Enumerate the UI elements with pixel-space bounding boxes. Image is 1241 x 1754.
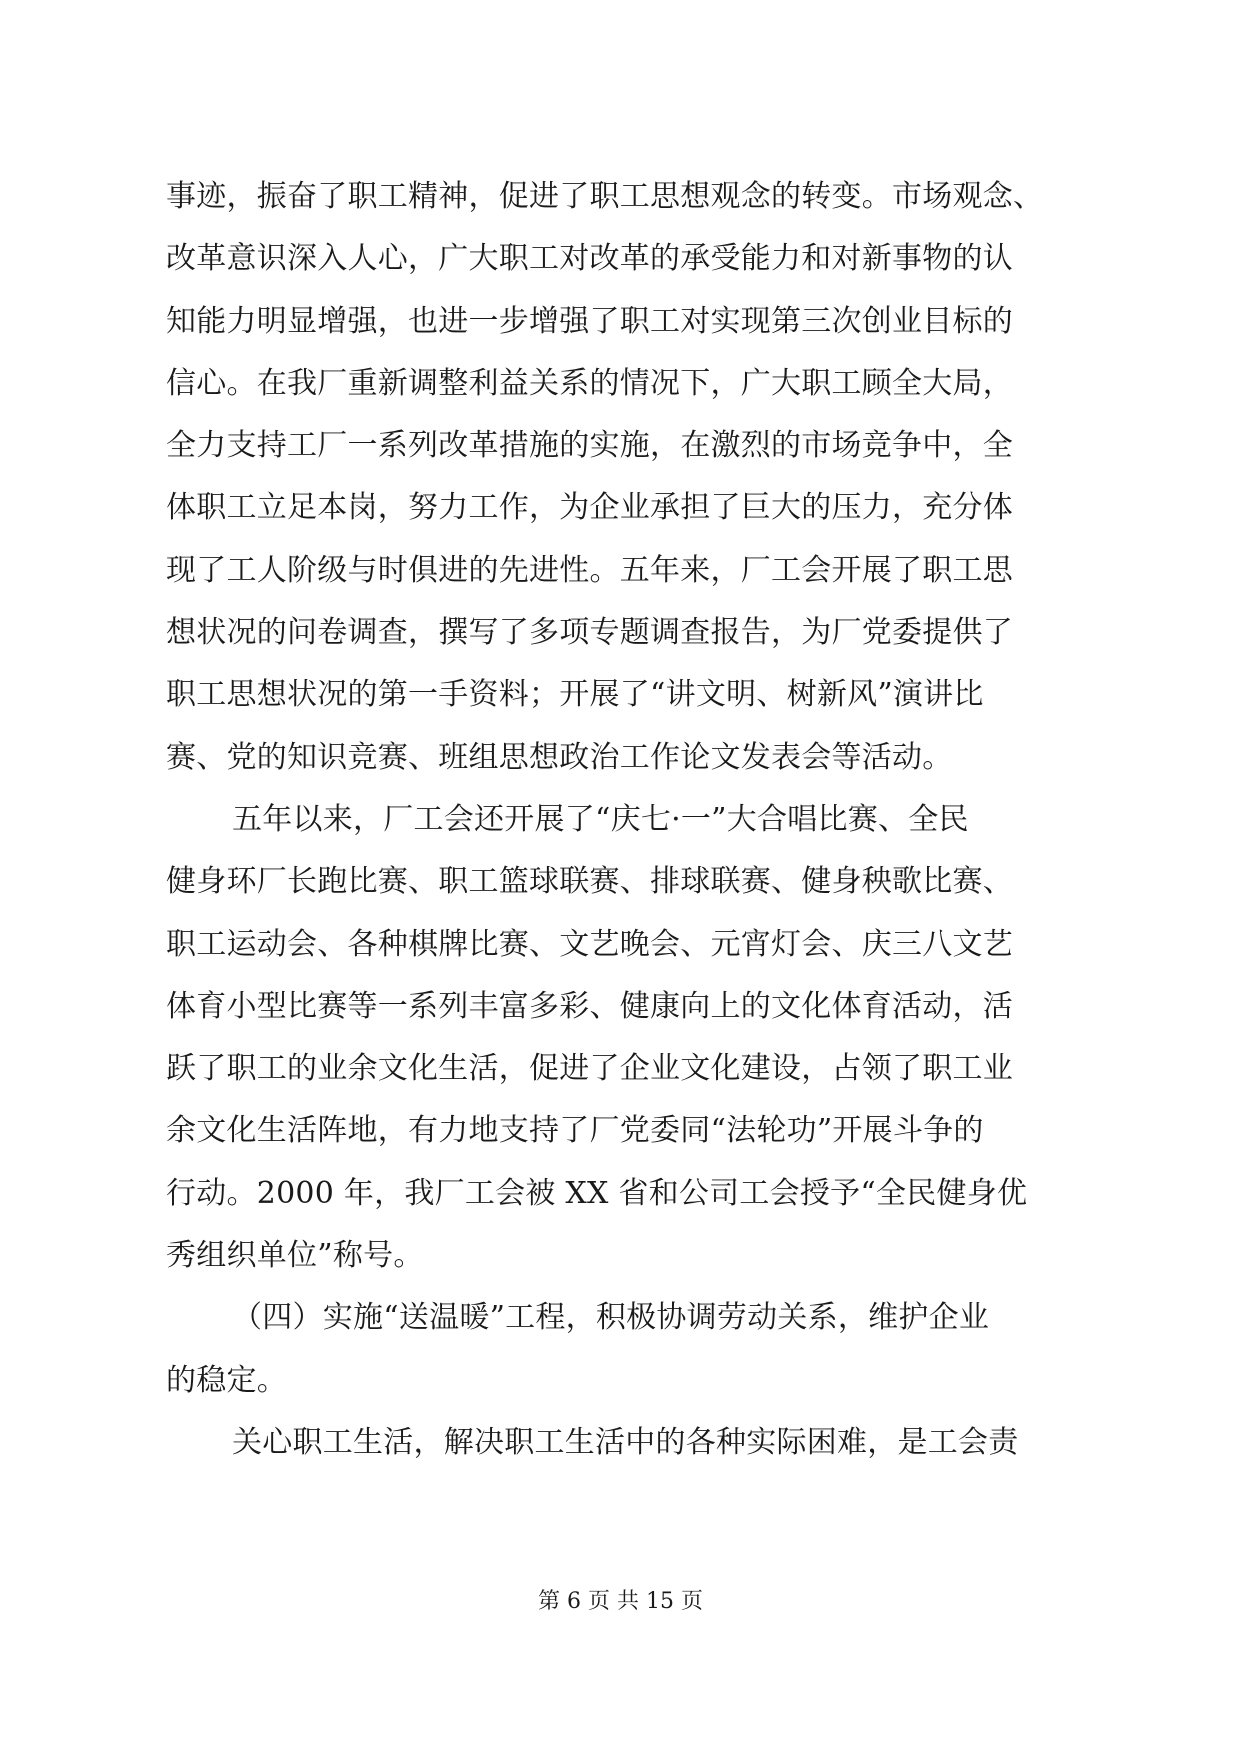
text-line: 的稳定。	[166, 1362, 287, 1398]
text-line: 体育小型比赛等一系列丰富多彩、健康向上的文化体育活动，活	[166, 988, 1013, 1024]
text-line: 现了工人阶级与时俱进的先进性。五年来，厂工会开展了职工思	[166, 552, 1013, 588]
text-line: 信心。在我厂重新调整利益关系的情况下，广大职工顾全大局，	[166, 365, 1013, 401]
paragraph-start-line: 关心职工生活，解决职工生活中的各种实际困难，是工会责	[232, 1424, 1019, 1460]
text-line: 体职工立足本岗，努力工作，为企业承担了巨大的压力，充分体	[166, 490, 1013, 526]
text-line: 赛、党的知识竞赛、班组思想政治工作论文发表会等活动。	[166, 739, 953, 775]
section-heading-line: （四）实施“送温暖”工程，积极协调劳动关系，维护企业	[232, 1300, 990, 1336]
text-line: 行动。2000 年，我厂工会被 XX 省和公司工会授予“全民健身优	[166, 1175, 1028, 1211]
text-line: 健身环厂长跑比赛、职工篮球联赛、排球联赛、健身秧歌比赛、	[166, 864, 1013, 900]
text-line: 余文化生活阵地，有力地支持了厂党委同“法轮功”开展斗争的	[166, 1113, 984, 1149]
body-text	[166, 166, 1076, 1474]
text-line: 秀组织单位”称号。	[166, 1238, 424, 1274]
paragraph-start-line: 五年以来，厂工会还开展了“庆七·一”大合唱比赛、全民	[232, 801, 969, 837]
text-line: 职工思想状况的第一手资料；开展了“讲文明、树新风”演讲比	[166, 677, 984, 713]
text-line: 知能力明显增强，也进一步增强了职工对实现第三次创业目标的	[166, 303, 1013, 339]
text-line: 想状况的问卷调查，撰写了多项专题调查报告，为厂党委提供了	[166, 615, 1013, 651]
page-footer: 第 6 页 共 15 页	[538, 1589, 703, 1614]
text-line: 职工运动会、各种棋牌比赛、文艺晚会、元宵灯会、庆三八文艺	[166, 926, 1013, 962]
text-line: 改革意识深入人心，广大职工对改革的承受能力和对新事物的认	[166, 241, 1013, 277]
text-line: 事迹，振奋了职工精神，促进了职工思想观念的转变。市场观念、	[166, 179, 1044, 214]
text-line: 跃了职工的业余文化生活，促进了企业文化建设，占领了职工业	[166, 1051, 1013, 1087]
text-line: 全力支持工厂一系列改革措施的实施，在激烈的市场竞争中，全	[166, 428, 1013, 464]
